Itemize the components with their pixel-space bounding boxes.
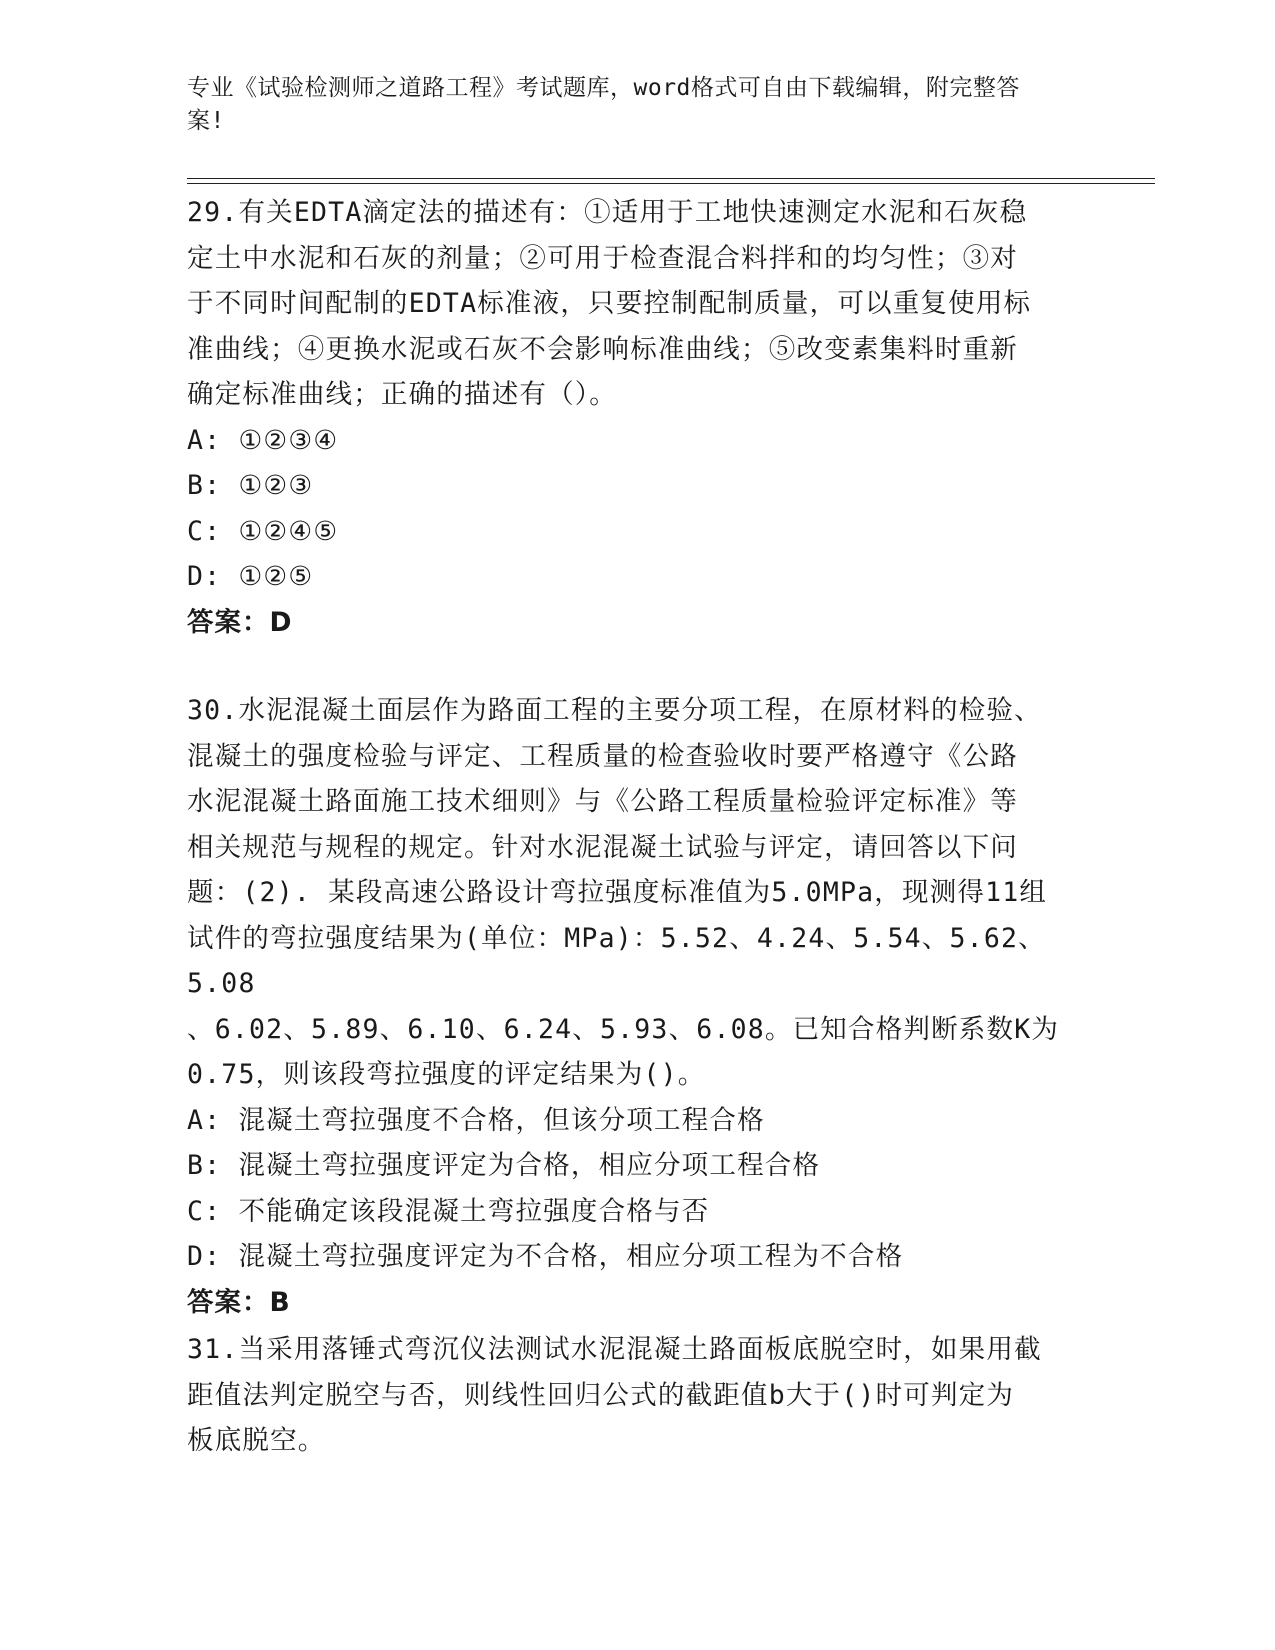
header-divider-bottom [187, 183, 1155, 184]
document-header [187, 72, 1067, 138]
question-30-text-line-6: 试件的弯拉强度结果为(单位：MPa)：5.52、4.24、5.54、5.62、5.08 [187, 922, 1046, 999]
question-29-text-line-5: 确定标准曲线；正确的描述有（）。 [187, 379, 617, 410]
question-29-option-a: A: ①②③④ [187, 424, 339, 456]
question-29-text-line-4: 准曲线；④更换水泥或石灰不会影响标准曲线；⑤改变素集料时重新 [187, 333, 1018, 365]
question-29-option-b: B: ①②③ [187, 470, 314, 501]
question-30-answer: 答案：B [187, 1286, 291, 1318]
question-30-text-line-5: 题：(2). 某段高速公路设计弯拉强度标准值为5.0MPa，现测得11组 [187, 877, 1048, 908]
question-30-text-line-8: 0.75，则该段弯拉强度的评定结果为()。 [187, 1059, 706, 1090]
question-29-text-line-2: 定土中水泥和石灰的剂量；②可用于检查混合料拌和的均匀性；③对 [187, 242, 1018, 274]
question-29-text-line-1: 29.有关EDTA滴定法的描述有：①适用于工地快速测定水泥和石灰稳 [187, 197, 1028, 228]
question-30-text-line-7: 、6.02、5.89、6.10、6.24、5.93、6.08。已知合格判断系数K为 [187, 1013, 1060, 1045]
question-30-text-line-4: 相关规范与规程的规定。针对水泥混凝土试验与评定，请回答以下问 [187, 831, 1018, 863]
question-29-option-c: C: ①②④⑤ [187, 515, 339, 547]
question-29 [187, 190, 1087, 645]
question-31 [187, 1327, 1087, 1464]
question-30-option-c: C: 不能确定该段混凝土弯拉强度合格与否 [187, 1195, 710, 1227]
question-30-option-b: B: 混凝土弯拉强度评定为合格，相应分项工程合格 [187, 1150, 821, 1181]
question-30-text-line-1: 30.水泥混凝土面层作为路面工程的主要分项工程，在原材料的检验、 [187, 695, 1042, 726]
question-31-text-line-1: 31.当采用落锤式弯沉仪法测试水泥混凝土路面板底脱空时，如果用截 [187, 1334, 1042, 1365]
question-31-text-line-2: 距值法判定脱空与否，则线性回归公式的截距值b大于()时可判定为 [187, 1379, 1015, 1411]
question-30-option-a: A: 混凝土弯拉强度不合格，但该分项工程合格 [187, 1104, 765, 1136]
question-30-text-line-3: 水泥混凝土路面施工技术细则》与《公路工程质量检验评定标准》等 [187, 786, 1018, 817]
question-29-option-d: D: ①②⑤ [187, 561, 314, 592]
question-30 [187, 688, 1087, 1325]
question-29-text-line-3: 于不同时间配制的EDTA标准液，只要控制配制质量，可以重复使用标 [187, 288, 1032, 319]
header-divider-top [187, 178, 1155, 179]
question-30-option-d: D: 混凝土弯拉强度评定为不合格，相应分项工程为不合格 [187, 1241, 904, 1272]
header-line-1: 专业《试验检测师之道路工程》考试题库，word格式可自由下载编辑，附完整答 [187, 75, 1020, 101]
header-line-2: 案! [187, 108, 225, 134]
question-29-answer: 答案：D [187, 606, 293, 638]
question-30-text-line-2: 混凝土的强度检验与评定、工程质量的检查验收时要严格遵守《公路 [187, 740, 1018, 772]
question-31-text-line-3: 板底脱空。 [187, 1425, 326, 1456]
